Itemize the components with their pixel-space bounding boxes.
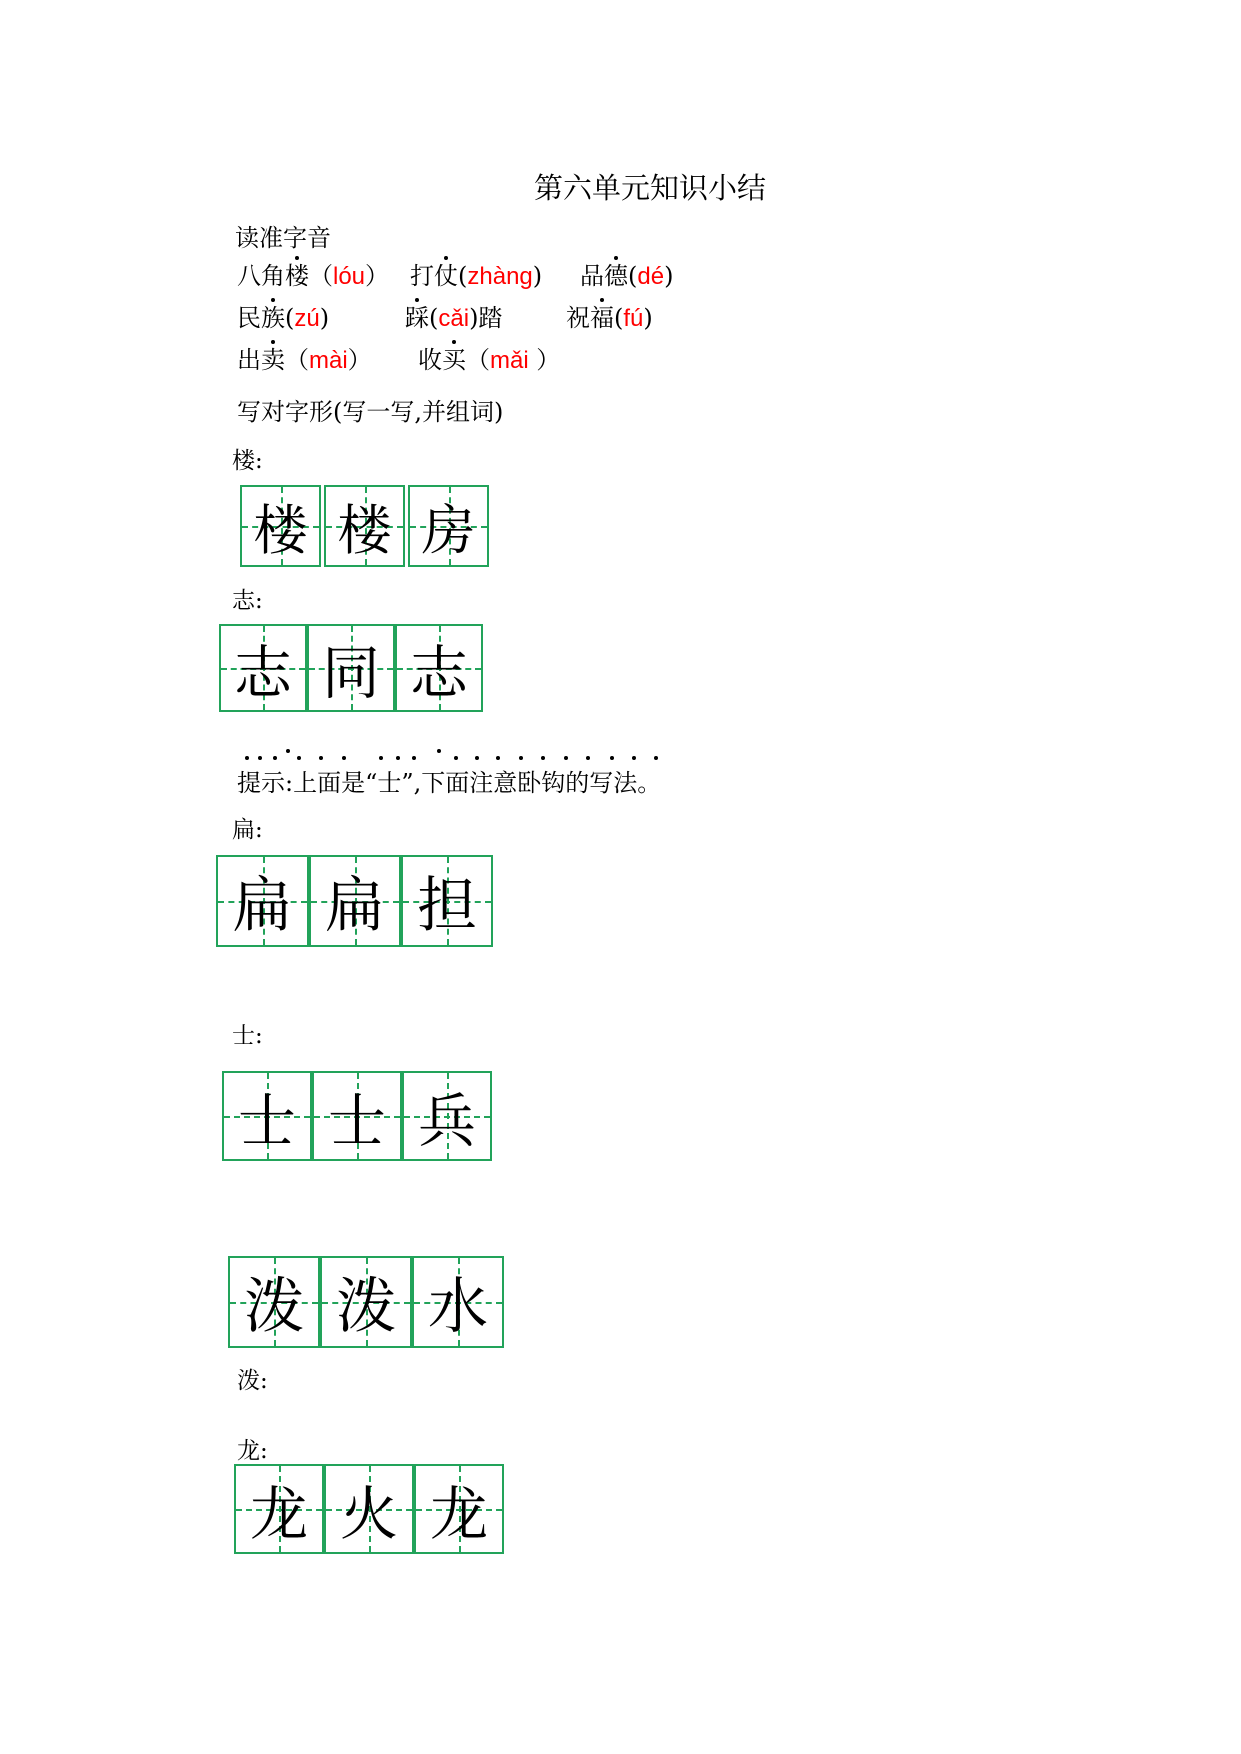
dotted-char-text: 卖: [261, 346, 285, 374]
word-text: 打: [410, 262, 434, 290]
pinyin-word: [566, 298, 653, 333]
tianzige-row: [216, 855, 498, 947]
char-label: 扁:: [232, 817, 263, 843]
cell-char: 志: [409, 639, 468, 707]
dotted-char: [590, 304, 614, 332]
cell-char: 火: [339, 1480, 398, 1548]
tianzige-cell: [309, 855, 401, 947]
tianzige-cell: [216, 855, 309, 947]
tianzige-cell: [312, 1071, 402, 1161]
pinyin-answer: mǎi: [490, 347, 529, 374]
hint-text: 提示:上面是“士”,下面注意卧钩的写法。: [237, 769, 662, 797]
emphasis-dot: [600, 298, 604, 302]
word-text: 八角: [237, 262, 285, 290]
cell-char: 同: [321, 639, 380, 707]
paren-close: ): [532, 262, 543, 290]
pinyin-word: [237, 256, 389, 291]
tianzige-cell: [222, 1071, 312, 1161]
tianzige-cell: [414, 1464, 504, 1554]
cell-char: 士: [237, 1087, 296, 1155]
paren-close: )踏: [469, 304, 503, 332]
word-text: 民: [237, 304, 261, 332]
word-text: 品: [580, 262, 604, 290]
paren-open: (: [285, 304, 295, 332]
tianzige-cell: [408, 485, 489, 567]
dotted-char-text: 踩: [405, 304, 429, 332]
section-read-heading: 读准字音: [235, 224, 331, 252]
cell-char: 扁: [325, 871, 385, 941]
paren-close: ）: [528, 346, 561, 374]
pinyin-answer: lóu: [333, 263, 366, 290]
tianzige-cell: [401, 855, 493, 947]
pinyin-answer: cǎi: [438, 305, 470, 332]
emphasis-dot: [452, 340, 456, 344]
dotted-char-text: 德: [604, 262, 628, 290]
paren-close: ）: [365, 262, 390, 290]
dotted-char: [261, 346, 285, 374]
emphasis-dot: [415, 298, 419, 302]
cell-char: 泼: [336, 1272, 396, 1342]
dotted-char-text: 仗: [434, 262, 458, 290]
cell-char: 楼: [253, 498, 308, 562]
paren-open: （: [285, 346, 309, 374]
cell-char: 担: [417, 871, 477, 941]
tianzige-cell: [395, 624, 483, 712]
char-label: 士:: [232, 1023, 263, 1049]
tianzige-cell: [324, 485, 405, 567]
tianzige-cell: [240, 485, 321, 567]
paren-open: (: [458, 262, 468, 290]
pinyin-word: [237, 298, 329, 333]
cell-char: 志: [233, 639, 292, 707]
dotted-char-text: 买: [442, 346, 466, 374]
pinyin-word: [410, 256, 542, 291]
pinyin-answer: fú: [623, 305, 644, 332]
paren-open: (: [429, 304, 439, 332]
cell-char: 楼: [337, 498, 392, 562]
paren-open: （: [466, 346, 490, 374]
tianzige-cell: [219, 624, 307, 712]
dotted-char-text: 福: [590, 304, 614, 332]
tianzige-cell: [307, 624, 395, 712]
hint-emphasis-dots: [238, 744, 678, 764]
tianzige-row: [240, 485, 494, 567]
tianzige-cell: [324, 1464, 414, 1554]
pinyin-answer: zú: [294, 305, 320, 332]
tianzige-row: [234, 1464, 509, 1554]
tianzige-cell: [228, 1256, 320, 1348]
paren-open: （: [309, 262, 333, 290]
emphasis-dot: [614, 256, 618, 260]
pinyin-word: [418, 340, 560, 375]
pinyin-answer: zhàng: [467, 263, 533, 290]
pinyin-answer: dé: [637, 263, 665, 290]
cell-char: 水: [428, 1272, 488, 1342]
char-label: 龙:: [237, 1438, 268, 1464]
paren-close: ): [664, 262, 674, 290]
dotted-char-text: 楼: [285, 262, 309, 290]
dotted-char: [434, 262, 458, 290]
emphasis-dot: [271, 298, 275, 302]
emphasis-dot: [295, 256, 299, 260]
dotted-char: [604, 262, 628, 290]
section-write-heading: 写对字形(写一写,并组词): [237, 398, 504, 426]
emphasis-dot: [271, 340, 275, 344]
dotted-char-text: 族: [261, 304, 285, 332]
pinyin-word: [580, 256, 673, 291]
pinyin-word: [237, 340, 372, 375]
dotted-char: [261, 304, 285, 332]
dotted-char: [405, 304, 429, 332]
tianzige-cell: [412, 1256, 504, 1348]
pinyin-word: [405, 298, 502, 333]
paren-close: ): [643, 304, 653, 332]
dotted-char: [442, 346, 466, 374]
char-label: 楼:: [232, 448, 263, 474]
paren-open: (: [614, 304, 624, 332]
char-label: 泼:: [237, 1368, 268, 1394]
paren-close: ）: [347, 346, 372, 374]
cell-char: 泼: [244, 1272, 304, 1342]
cell-char: 士: [327, 1087, 386, 1155]
tianzige-cell: [234, 1464, 324, 1554]
tianzige-row: [228, 1256, 509, 1348]
tianzige-cell: [402, 1071, 492, 1161]
pinyin-answer: mài: [309, 347, 348, 374]
cell-char: 扁: [232, 871, 293, 941]
cell-char: 龙: [249, 1480, 308, 1548]
char-label: 志:: [232, 588, 263, 614]
cell-char: 房: [421, 498, 476, 562]
tianzige-cell: [320, 1256, 412, 1348]
paren-open: (: [628, 262, 638, 290]
cell-char: 兵: [417, 1087, 476, 1155]
word-text: 收: [418, 346, 442, 374]
paren-close: ): [319, 304, 330, 332]
emphasis-dot: [444, 256, 448, 260]
word-text: 祝: [566, 304, 590, 332]
cell-char: 龙: [429, 1480, 488, 1548]
page-title: 第六单元知识小结: [533, 171, 766, 205]
dotted-char: [285, 262, 309, 290]
word-text: 出: [237, 346, 261, 374]
tianzige-row: [219, 624, 488, 712]
tianzige-row: [222, 1071, 497, 1161]
